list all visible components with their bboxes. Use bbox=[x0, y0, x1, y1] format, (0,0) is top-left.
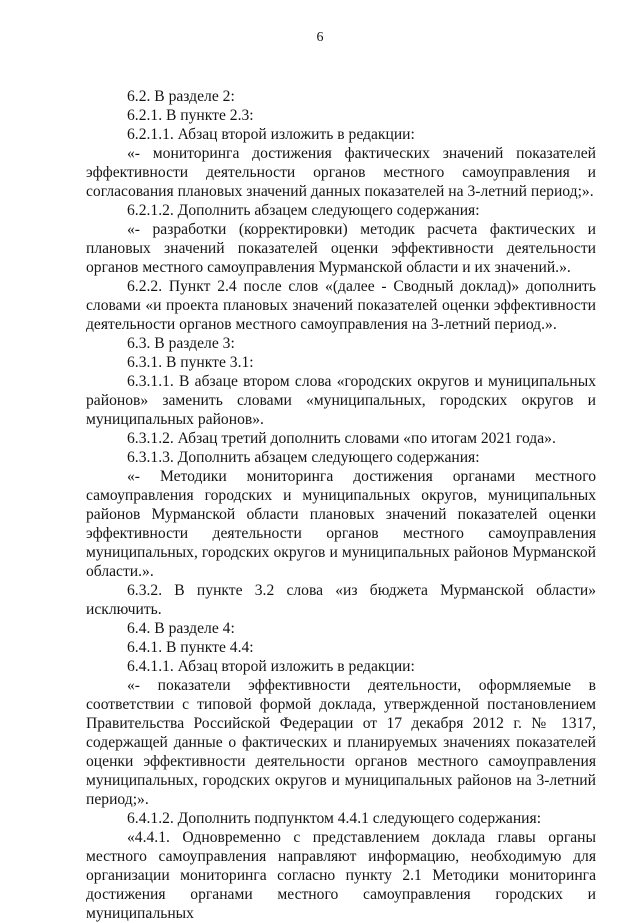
paragraph-6-4: 6.4. В разделе 4: bbox=[127, 620, 235, 637]
paragraph-6-4-1-2: 6.4.1.2. Дополнить подпунктом 4.4.1 следующего содержания: bbox=[127, 810, 542, 827]
paragraph-quote-methodology: «- Методики мониторинга достижения органами местного самоуправления городских и муниципальных округов, муниципальных районов Мурманской области плановых значений показателей оценки эффективности деятельности органов местного самоуправления муниципальных, городских округов и муниципальных районов Мурманской области.». bbox=[86, 468, 596, 580]
paragraph-6-2-1-2: 6.2.1.2. Дополнить абзацем следующего содержания: bbox=[127, 202, 480, 219]
paragraph-6-3-1-2: 6.3.1.2. Абзац третий дополнить словами «по итогам 2021 года». bbox=[127, 430, 556, 447]
paragraph-6-3-1-3: 6.3.1.3. Дополнить абзацем следующего содержания: bbox=[127, 449, 480, 466]
paragraph-6-4-1-1: 6.4.1.1. Абзац второй изложить в редакции: bbox=[127, 658, 415, 675]
paragraph-quote-methods: «- разработки (корректировки) методик расчета фактических и плановых значений показателей оценки эффективности деятельности органов местного самоуправления Мурманской области и их значений.». bbox=[86, 221, 596, 276]
paragraph-6-2-2: 6.2.2. Пункт 2.4 после слов «(далее - Сводный доклад)» дополнить словами «и проекта плановых значений показателей оценки эффективности деятельности органов местного самоуправления на 3-летний период.». bbox=[86, 278, 596, 333]
paragraph-6-4-1: 6.4.1. В пункте 4.4: bbox=[127, 639, 254, 656]
paragraph-quote-4-4-1: «4.4.1. Одновременно с представлением доклада главы органы местного самоуправления направляют информацию, необходимую для организации мониторинга согласно пункту 2.1 Методики мониторинга достижения органами местного самоуправления городских и муниципальных bbox=[86, 829, 596, 922]
paragraph-6-3-1: 6.3.1. В пункте 3.1: bbox=[127, 354, 254, 371]
paragraph-quote-monitoring: «- мониторинга достижения фактических значений показателей эффективности деятельности органов местного самоуправления и согласования плановых значений данных показателей на 3-летний период;». bbox=[86, 145, 596, 200]
paragraph-6-3-2: 6.3.2. В пункте 3.2 слова «из бюджета Мурманской области» исключить. bbox=[86, 582, 596, 618]
paragraph-6-2-1-1: 6.2.1.1. Абзац второй изложить в редакции: bbox=[127, 126, 415, 143]
paragraph-6-2-1: 6.2.1. В пункте 2.3: bbox=[127, 107, 254, 124]
paragraph-quote-indicators: «- показатели эффективности деятельности, оформляемые в соответствии с типовой формой доклада, утвержденной постановлением Правительства Российской Федерации от 17 декабря 2012 г. № 1317, содержащей данные о фактических и планируемых значениях показателей оценки эффективности деятельности органов местного самоуправления муниципальных, городских округов и муниципальных районов на 3-летний период;». bbox=[86, 677, 596, 808]
paragraph-6-3: 6.3. В разделе 3: bbox=[127, 335, 235, 352]
page-number: 6 bbox=[316, 30, 324, 45]
paragraph-6-2: 6.2. В разделе 2: bbox=[127, 88, 235, 105]
document-body bbox=[86, 87, 596, 923]
paragraph-6-3-1-1: 6.3.1.1. В абзаце втором слова «городских округов и муниципальных районов» заменить словами «муниципальных, городских округов и муниципальных районов». bbox=[86, 373, 596, 428]
